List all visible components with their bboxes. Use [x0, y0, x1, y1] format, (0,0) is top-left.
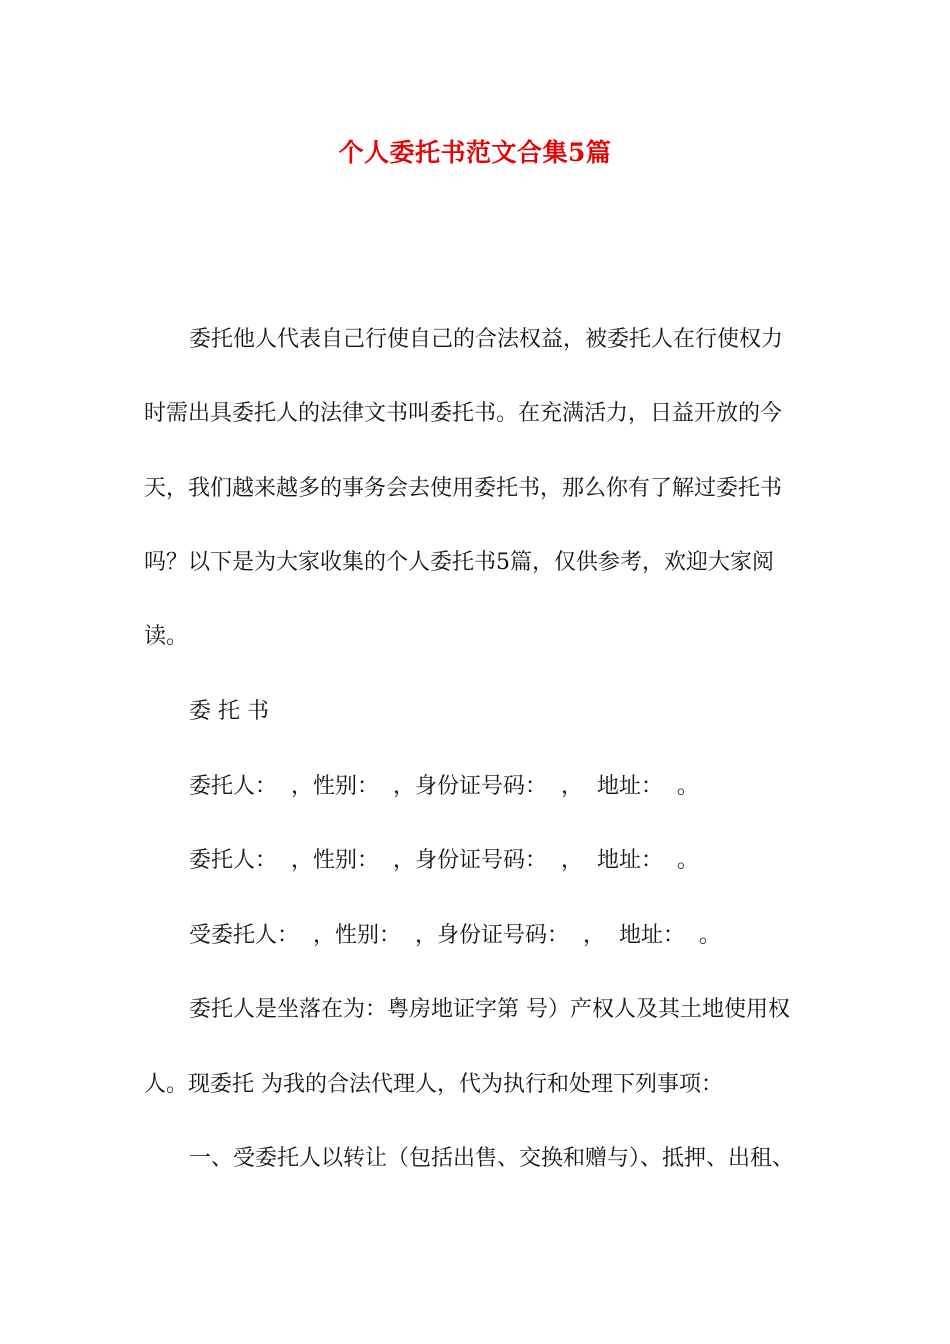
form-line-principal: 委托人： ，性别： ，身份证号码： ， 地址： 。 — [189, 774, 699, 799]
paragraph-line: 一、受委托人以转让（包括出售、交换和赠与）、抵押、出租、 — [189, 1146, 795, 1171]
paragraph-line: 读。 — [144, 624, 189, 649]
paragraph-line: 人。现委托 为我的合法代理人，代为执行和处理下列事项： — [144, 1072, 723, 1097]
form-line-agent: 受委托人： ，性别： ，身份证号码： ， 地址： 。 — [189, 923, 721, 948]
paragraph-line: 委托他人代表自己行使自己的合法权益，被委托人在行使权力 — [189, 327, 784, 352]
form-line-principal: 委托人： ，性别： ，身份证号码： ， 地址： 。 — [189, 848, 699, 873]
document-title: 个人委托书范文合集5篇 — [338, 138, 612, 167]
paragraph-line: 吗？以下是为大家收集的个人委托书5篇，仅供参考，欢迎大家阅 — [144, 550, 774, 575]
paragraph-line: 时需出具委托人的法律文书叫委托书。在充满活力，日益开放的今 — [144, 401, 783, 426]
paragraph-line: 委托人是坐落在为：粤房地证字第 号）产权人及其土地使用权 — [189, 997, 790, 1022]
paragraph-line: 天，我们越来越多的事务会去使用委托书，那么你有了解过委托书 — [144, 476, 783, 501]
section-heading: 委 托 书 — [189, 699, 269, 724]
